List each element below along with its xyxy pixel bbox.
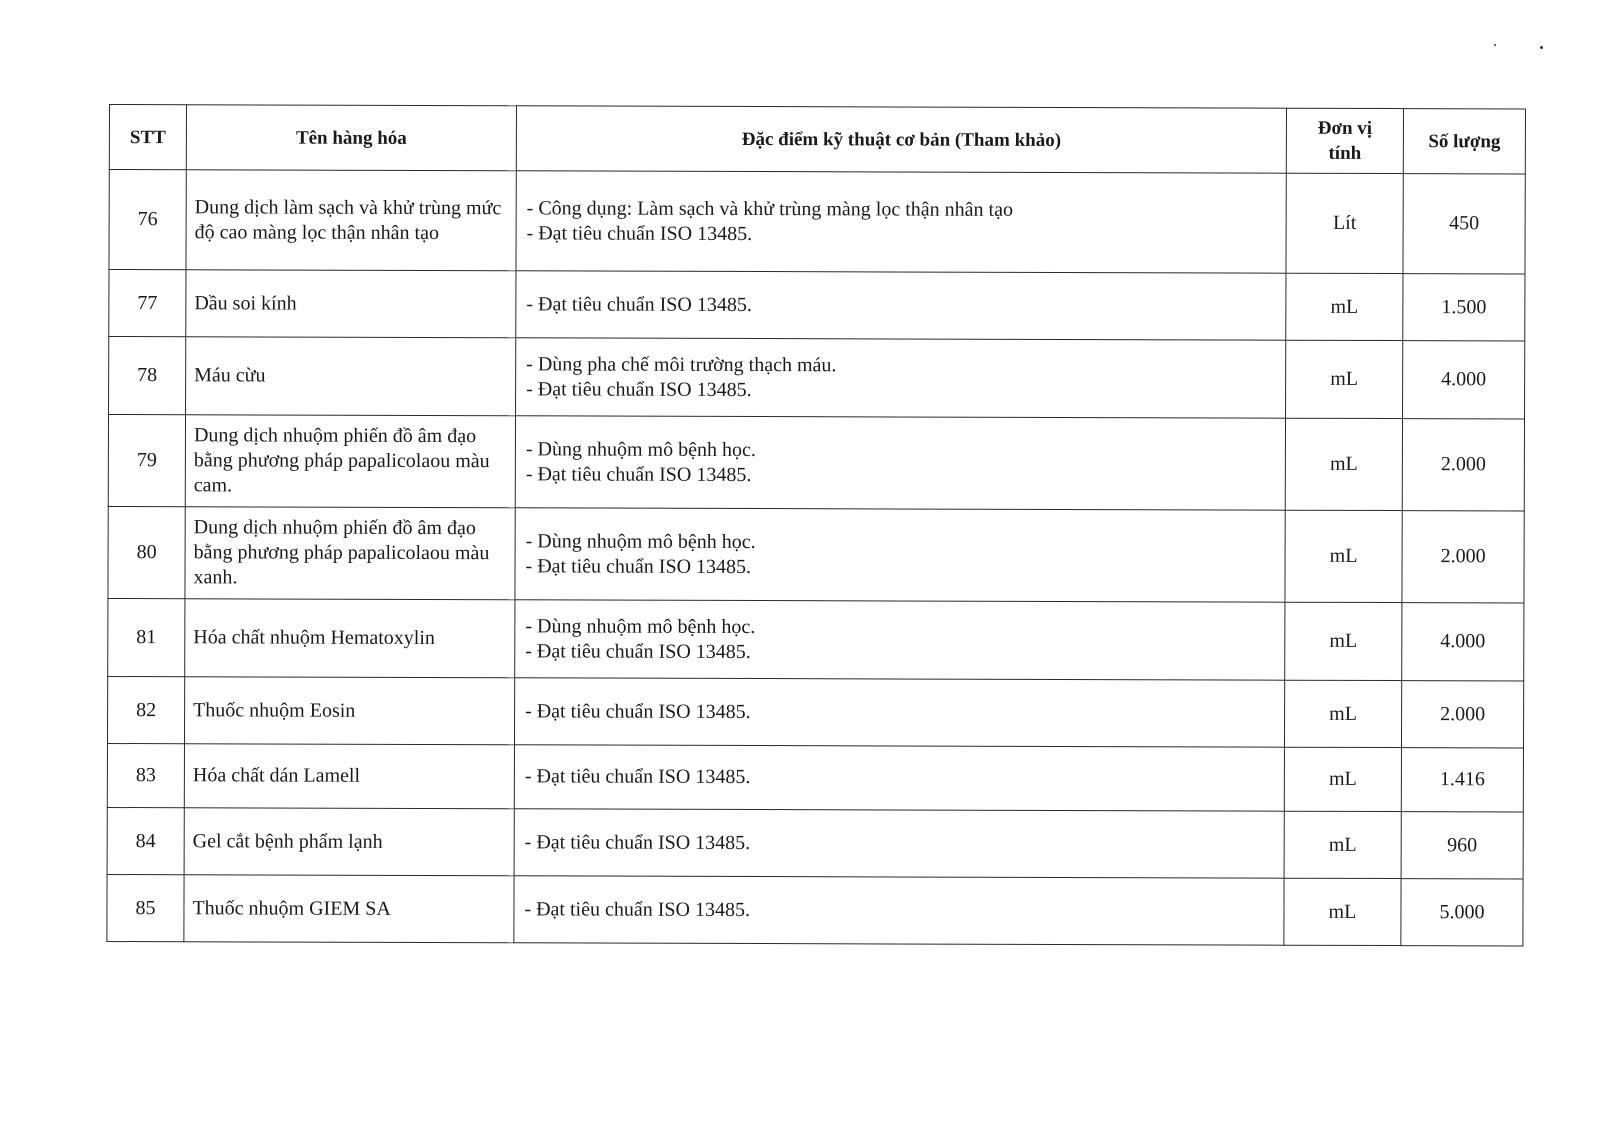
header-row <box>109 105 1525 174</box>
header-qty: Số lượng <box>1403 109 1525 174</box>
cell-name: Thuốc nhuộm Eosin <box>184 677 514 745</box>
cell-name: Dung dịch nhuộm phiến đồ âm đạo bằng phương pháp papalicolaou màu xanh. <box>185 507 515 600</box>
table-row <box>107 743 1523 811</box>
spec-line: - Đạt tiêu chuẩn ISO 13485. <box>525 699 751 723</box>
cell-name: Dung dịch làm sạch và khử trùng mức độ cao màng lọc thận nhân tạo <box>186 170 516 271</box>
goods-spec-table <box>106 104 1526 946</box>
cell-qty: 2.000 <box>1402 419 1524 511</box>
table-row <box>107 676 1523 747</box>
cell-qty: 2.000 <box>1401 681 1523 748</box>
header-spec: Đặc điểm kỹ thuật cơ bản (Tham khảo) <box>516 106 1286 173</box>
spec-line: - Đạt tiêu chuẩn ISO 13485. <box>524 765 751 789</box>
cell-unit: mL <box>1284 747 1401 811</box>
table-row <box>109 170 1525 274</box>
spec-line: - Công dụng: Làm sạch và khử trùng màng lọc thận nhân tạo <box>526 196 1014 221</box>
cell-qty: 4.000 <box>1403 341 1525 419</box>
table-row <box>108 598 1524 680</box>
table-row <box>107 874 1523 945</box>
cell-stt: 80 <box>108 506 185 598</box>
cell-qty: 4.000 <box>1402 603 1524 681</box>
cell-unit: mL <box>1286 273 1403 340</box>
cell-unit: mL <box>1284 878 1401 945</box>
cell-stt: 83 <box>107 743 184 807</box>
cell-name: Dung dịch nhuộm phiến đồ âm đạo bằng phương pháp papalicolaou màu cam. <box>185 415 515 508</box>
cell-qty: 1.500 <box>1403 274 1525 341</box>
spec-line: - Đạt tiêu chuẩn ISO 13485. <box>526 292 752 316</box>
table-header <box>109 105 1525 174</box>
cell-unit: mL <box>1285 510 1402 602</box>
cell-spec <box>514 745 1284 811</box>
cell-unit: mL <box>1285 602 1402 680</box>
table-row <box>109 337 1525 419</box>
cell-unit: mL <box>1285 418 1402 510</box>
table-row <box>108 415 1524 511</box>
cell-stt: 85 <box>107 874 184 941</box>
cell-name: Thuốc nhuộm GIEM SA <box>184 875 514 943</box>
cell-unit: mL <box>1284 811 1401 878</box>
cell-spec <box>516 271 1286 340</box>
spec-line: - Đạt tiêu chuẩn ISO 13485. <box>525 554 752 578</box>
spec-line: - Dùng pha chế môi trường thạch máu. <box>526 352 837 376</box>
cell-stt: 84 <box>107 807 184 874</box>
cell-spec <box>514 876 1284 945</box>
cell-stt: 79 <box>108 415 185 507</box>
cell-qty: 5.000 <box>1401 879 1523 946</box>
cell-spec <box>516 171 1286 273</box>
cell-spec <box>516 338 1286 418</box>
header-unit: Đơn vị tính <box>1286 108 1403 173</box>
cell-name: Dầu soi kính <box>186 270 516 338</box>
cell-name: Gel cắt bệnh phẩm lạnh <box>184 808 514 876</box>
cell-stt: 76 <box>109 170 186 270</box>
cell-qty: 1.416 <box>1401 748 1523 812</box>
cell-stt: 77 <box>109 270 186 337</box>
cell-name: Hóa chất dán Lamell <box>184 744 514 809</box>
spec-line: - Đạt tiêu chuẩn ISO 13485. <box>524 830 751 854</box>
spec-line: - Đạt tiêu chuẩn ISO 13485. <box>526 221 753 245</box>
spec-line: - Đạt tiêu chuẩn ISO 13485. <box>524 897 751 921</box>
cell-unit: mL <box>1286 340 1403 418</box>
spec-line: - Dùng nhuộm mô bệnh học. <box>525 437 756 461</box>
cell-stt: 81 <box>108 598 185 676</box>
spec-line: - Đạt tiêu chuẩn ISO 13485. <box>525 639 751 663</box>
cell-stt: 82 <box>107 676 184 743</box>
header-stt: STT <box>109 105 186 170</box>
cell-name: Hóa chất nhuộm Hematoxylin <box>185 599 515 678</box>
spec-line: - Dùng nhuộm mô bệnh học. <box>525 614 756 638</box>
cell-spec <box>514 809 1284 878</box>
table-row <box>107 807 1523 878</box>
spec-line: - Đạt tiêu chuẩn ISO 13485. <box>526 377 752 401</box>
cell-name: Máu cừu <box>186 337 516 416</box>
cell-qty: 2.000 <box>1402 511 1524 603</box>
cell-spec <box>515 416 1285 510</box>
cell-spec <box>515 600 1285 680</box>
spec-line: - Dùng nhuộm mô bệnh học. <box>525 529 756 553</box>
table-row <box>108 506 1524 602</box>
cell-qty: 960 <box>1401 812 1523 879</box>
table-body <box>107 170 1525 946</box>
cell-stt: 78 <box>109 337 186 415</box>
table-row <box>109 270 1525 341</box>
header-name: Tên hàng hóa <box>186 105 516 171</box>
scan-marks <box>1488 40 1548 52</box>
cell-qty: 450 <box>1403 174 1525 274</box>
cell-unit: Lít <box>1286 173 1403 273</box>
spec-line: - Đạt tiêu chuẩn ISO 13485. <box>525 462 752 486</box>
cell-unit: mL <box>1284 680 1401 747</box>
cell-spec <box>514 678 1284 747</box>
cell-spec <box>515 508 1285 602</box>
